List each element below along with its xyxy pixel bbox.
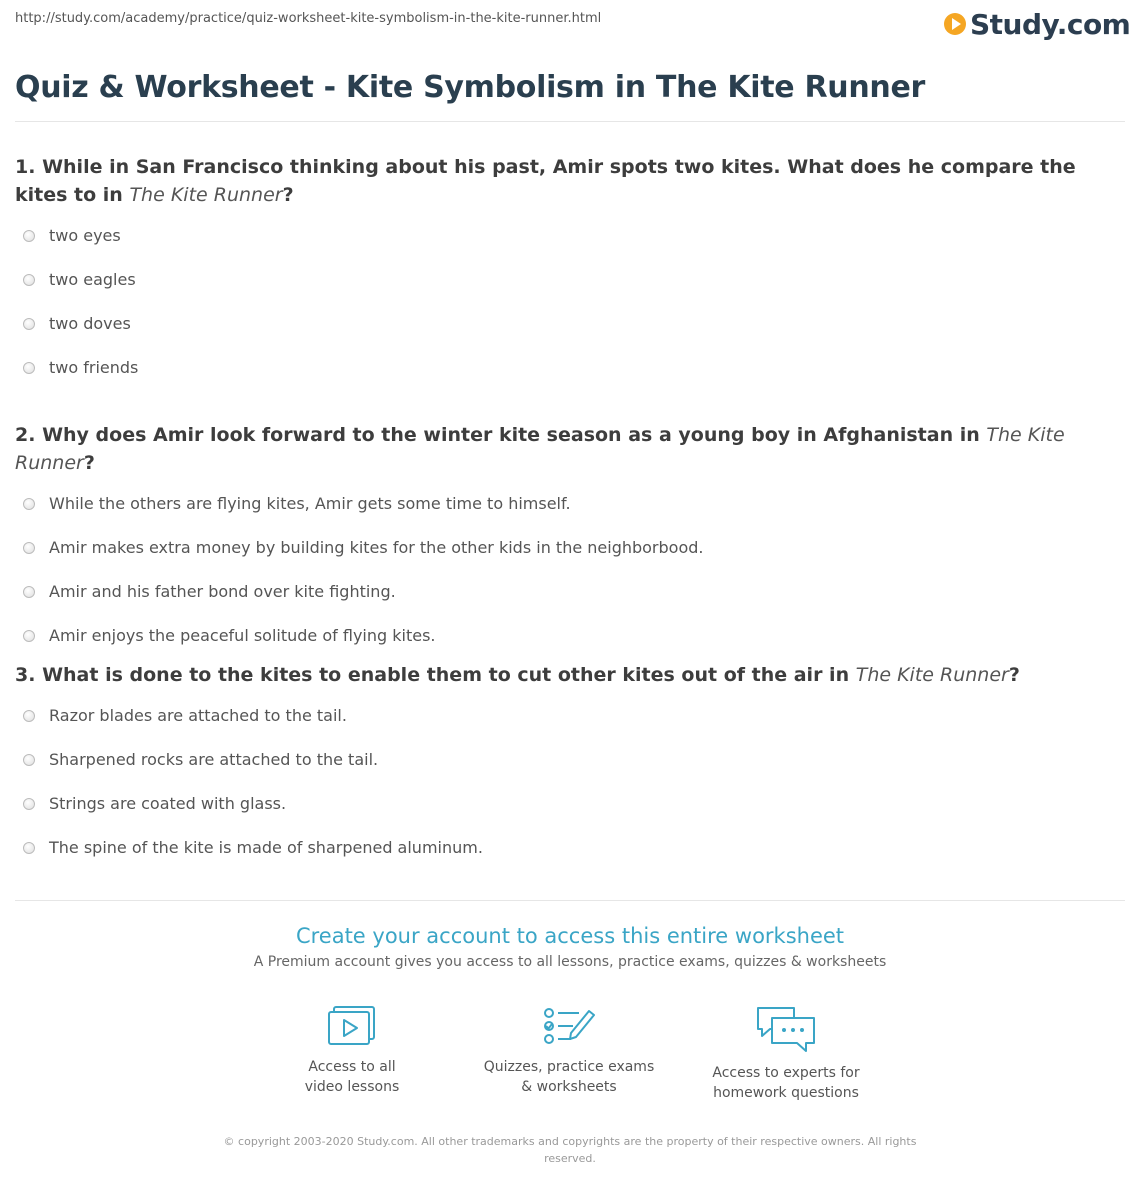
answer-option[interactable]: Amir and his father bond over kite fighting.	[15, 582, 1120, 626]
radio-button-icon[interactable]	[23, 630, 35, 642]
answer-option[interactable]: The spine of the kite is made of sharpened aluminum.	[15, 838, 1120, 882]
answer-option[interactable]: two friends	[15, 358, 1120, 402]
answer-option[interactable]: Amir enjoys the peaceful solitude of flying kites.	[15, 626, 1120, 670]
answer-option[interactable]: While the others are flying kites, Amir gets some time to himself.	[15, 494, 1120, 538]
cta-subtitle: A Premium account gives you access to all lessons, practice exams, quizzes & worksheets	[253, 954, 887, 970]
question-text: 1. While in San Francisco thinking about his past, Amir spots two kites. What does he compare the kites to in The Kite Runner?	[15, 156, 1076, 206]
study-logo[interactable]	[944, 6, 1130, 42]
cta-divider	[15, 900, 1125, 901]
answer-options	[15, 494, 1120, 670]
page-title: Quiz & Worksheet - Kite Symbolism in The Kite Runner	[15, 70, 925, 105]
radio-button-icon[interactable]	[23, 754, 35, 766]
logo-text: Study.com	[970, 7, 1131, 41]
radio-button-icon[interactable]	[23, 542, 35, 554]
answer-option[interactable]: two doves	[15, 314, 1120, 358]
question-3	[15, 661, 1120, 882]
question-text: 2. Why does Amir look forward to the winter kite season as a young boy in Afghanistan in The Kite Runner?	[15, 424, 1065, 474]
radio-button-icon[interactable]	[23, 842, 35, 854]
quiz-checklist-icon	[541, 1005, 597, 1049]
answer-options	[15, 706, 1120, 882]
feature-quizzes: Quizzes, practice exams & worksheets	[469, 1005, 669, 1097]
question-1	[15, 153, 1120, 402]
answer-option[interactable]: Strings are coated with glass.	[15, 794, 1120, 838]
radio-button-icon[interactable]	[23, 318, 35, 330]
feature-experts: Access to experts for homework questions	[686, 1005, 886, 1103]
play-logo-icon	[944, 13, 966, 35]
title-divider	[15, 121, 1125, 122]
radio-button-icon[interactable]	[23, 230, 35, 242]
answer-option[interactable]: Sharpened rocks are attached to the tail.	[15, 750, 1120, 794]
answer-option[interactable]: Razor blades are attached to the tail.	[15, 706, 1120, 750]
radio-button-icon[interactable]	[23, 274, 35, 286]
feature-video-lessons: Access to all video lessons	[252, 1005, 452, 1097]
radio-button-icon[interactable]	[23, 710, 35, 722]
answer-options	[15, 226, 1120, 402]
chat-bubbles-icon	[754, 1005, 818, 1055]
question-text: 3. What is done to the kites to enable them to cut other kites out of the air in The Kite Runner?	[15, 664, 1020, 686]
answer-option[interactable]: two eyes	[15, 226, 1120, 270]
cta-title-link[interactable]: Create your account to access this entire worksheet	[295, 924, 845, 948]
radio-button-icon[interactable]	[23, 586, 35, 598]
copyright-notice: © copyright 2003-2020 Study.com. All other trademarks and copyrights are the property of their respective owners. All rights reserved.	[223, 1135, 917, 1165]
answer-option[interactable]: two eagles	[15, 270, 1120, 314]
question-2	[15, 421, 1120, 670]
answer-option[interactable]: Amir makes extra money by building kites for the other kids in the neighborbood.	[15, 538, 1120, 582]
radio-button-icon[interactable]	[23, 798, 35, 810]
radio-button-icon[interactable]	[23, 498, 35, 510]
video-lessons-icon	[326, 1005, 378, 1049]
page-url: http://study.com/academy/practice/quiz-worksheet-kite-symbolism-in-the-kite-runner.html	[15, 11, 602, 26]
radio-button-icon[interactable]	[23, 362, 35, 374]
